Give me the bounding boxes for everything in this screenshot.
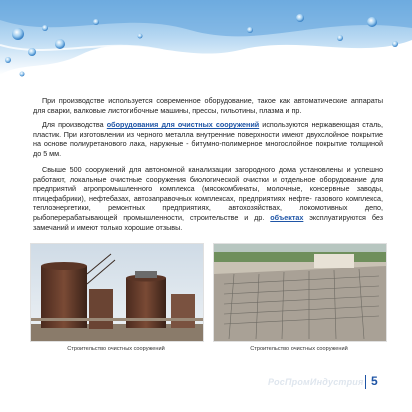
paragraph-materials: Для производства оборудования для очистных сооружений используются нержавеющая сталь, пластик. При изготовлении из черного металла внутренние поверхности имеют двухслойное покрытие на основе полиуретанового лака, наружные - битумно-полимерное многослойное покрытие толщиной до 5 мм. [33,120,383,158]
paragraph-equipment: При производстве используется современное оборудование, такое как автоматические аппараты для сварки, валковые листогибочные машины, прессы, гильотины, плазма и пр. [33,96,383,115]
page-number: 5 [371,374,378,388]
link-treatment-equipment[interactable]: оборудования для очистных сооружений [106,120,260,129]
footer-separator [365,375,366,389]
photo-foundation-construction [213,243,387,342]
photo-tanks-construction [30,243,204,342]
link-objects[interactable]: объектах [270,212,304,222]
header-water-wave [0,0,412,88]
photo-caption-left: Строительство очистных сооружений [67,346,165,352]
photo-caption-right: Строительство очистных сооружений [250,346,348,352]
paragraph-installations: Свыше 500 сооружений для автономной канализации загородного дома установлены и успешно работают, локальные очистные сооружения биологической очистки и отдельное оборудование для предприятий агропромышленного комплекса (мясокомбинаты, молочные, консервные заводы, птицефабрики), нефтебазах, автозаправочных комплексах, предприятиях нефте- газового комплекса, теплоэнергетики, ремонтных предприятиях, автохозяйствах, локомотивных депо, рыбоперерабатывающей промышленности, строительстве и др. объектах эксплуатируются без замечаний и имеют только хорошие отзывы. [33,165,383,232]
footer-brand-logo: РосПромИндустрия [268,377,364,387]
